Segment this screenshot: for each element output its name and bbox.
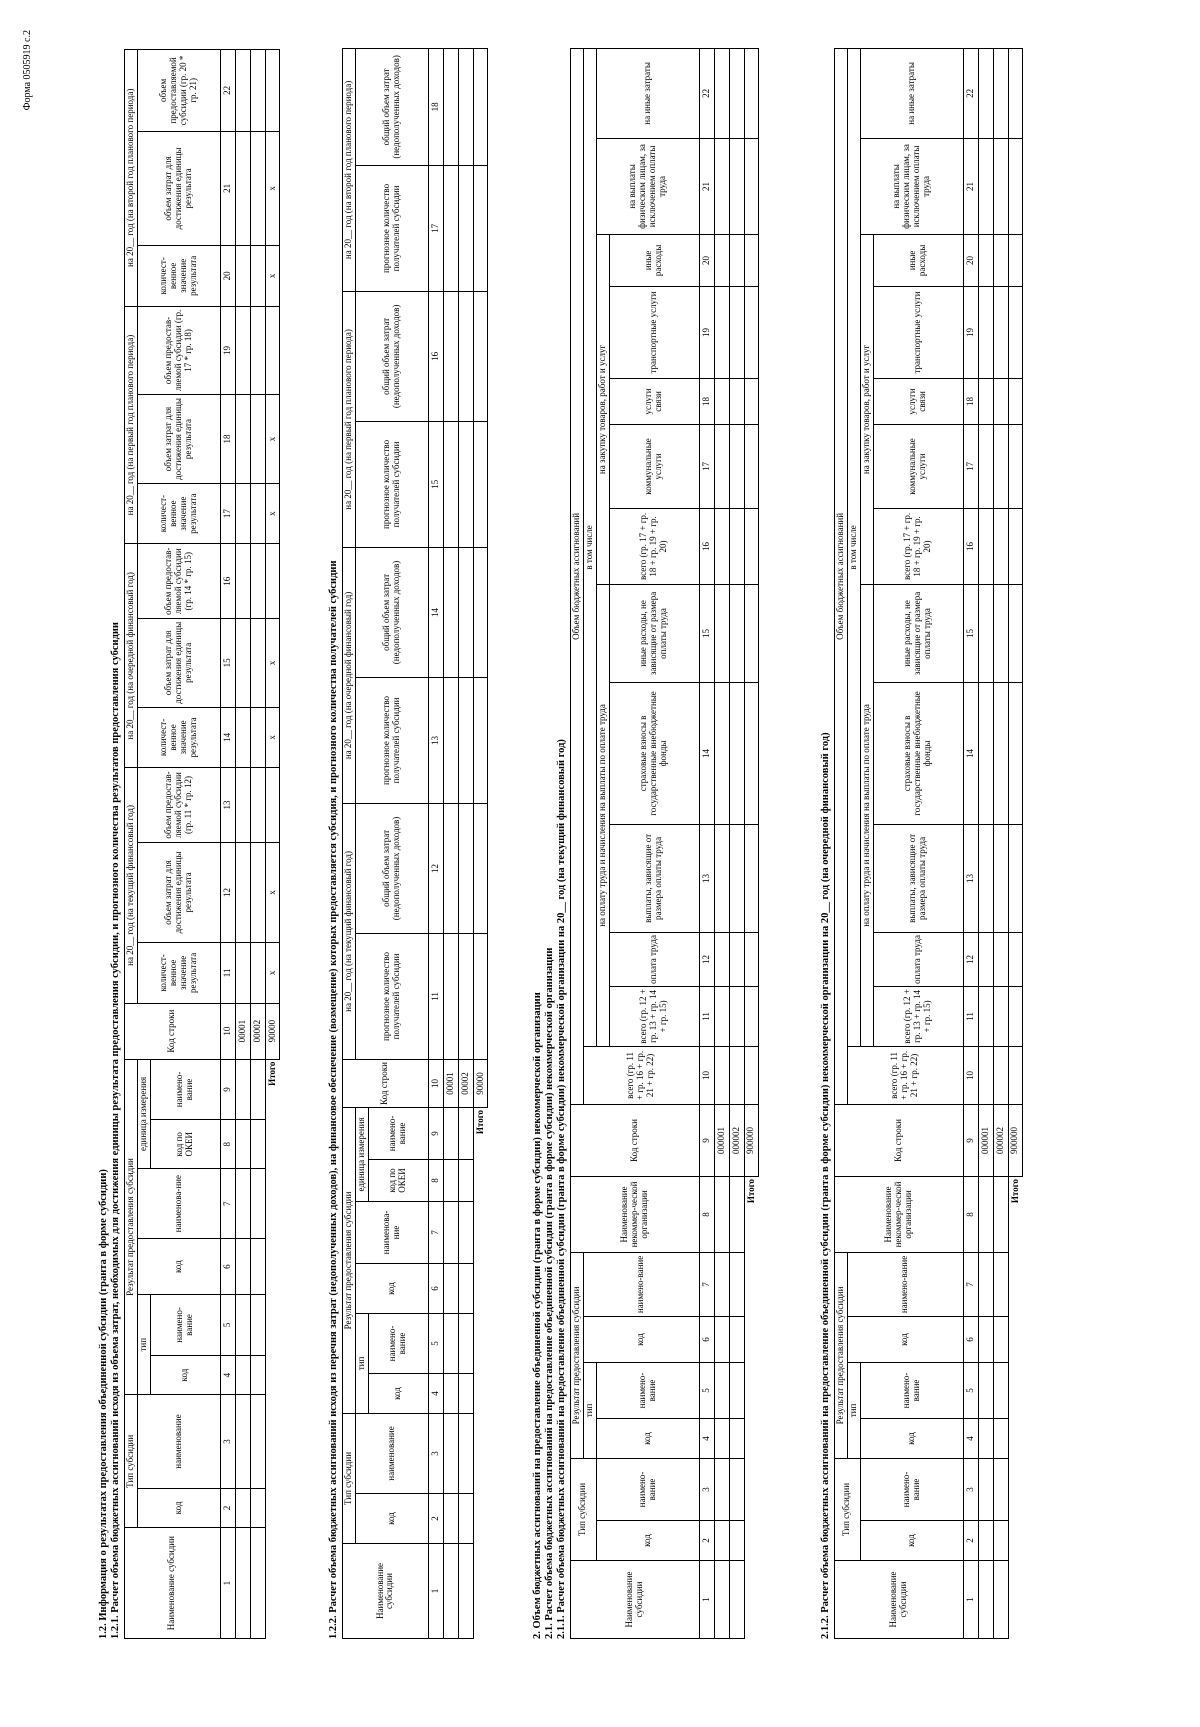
x-mark: x: [265, 707, 280, 768]
col-num: 15: [963, 584, 978, 682]
col-num: 4: [963, 1418, 978, 1458]
row-code: 00002: [250, 1003, 265, 1059]
hdr-vol-c: объем предостав-ляемой субсидии (гр. 17 * гр. 18): [137, 306, 220, 395]
hdr-type-code: код: [150, 1355, 220, 1395]
col-num: 3: [699, 1458, 714, 1520]
total-row: [744, 48, 759, 1638]
col-num: 8: [699, 1176, 714, 1252]
hdr-total: всего (гр. 11 + гр. 16 + гр. 21 + гр. 22): [583, 1046, 699, 1104]
hdr-labor: на оплату труда и начисления на выплаты по оплате труда: [596, 584, 609, 1046]
table-1-2-2: [342, 49, 488, 1639]
hdr-other-costs: на иные затраты: [596, 48, 699, 138]
hdr-name: наимено-вание: [596, 1458, 699, 1520]
col-num: 18: [699, 378, 714, 424]
hdr-other-costs: на иные затраты: [860, 48, 963, 138]
row-code: 00002: [458, 1059, 473, 1107]
hdr-result-code: код: [355, 1263, 428, 1313]
hdr-purchase-total: всего (гр. 17 + гр. 18 + гр. 19 + гр. 20): [609, 508, 699, 584]
hdr-forecast: прогнозное количество получателей субсидии: [355, 677, 428, 803]
col-num: 21: [699, 138, 714, 234]
hdr-insurance: страховые взносы в государственные внебюджетные фонды: [873, 682, 963, 824]
hdr-result: Результат предоставления субсидии: [571, 1252, 584, 1458]
hdr-purchase: на закупку товаров, работ и услуг: [596, 234, 609, 584]
section-1-2-title: 1.2. Информация о результатах предоставления объединенной субсидии (гранта в форме субсидии): [98, 1169, 109, 1639]
col-num: 3: [220, 1395, 235, 1488]
col-num: 11: [220, 943, 235, 1004]
hdr-year-plan-1: на 20__ год (на первый год планового периода): [343, 291, 356, 547]
hdr-type-code: код: [860, 1418, 963, 1458]
table-2-1-2: [834, 49, 1023, 1639]
col-num: 15: [428, 421, 443, 547]
hdr-name-subsidy: Наименование субсидии: [343, 1544, 429, 1639]
hdr-communal: коммунальные услуги: [609, 424, 699, 508]
table-row: [458, 48, 473, 1638]
hdr-line-code: Код строки: [343, 1059, 429, 1107]
col-num: 20: [699, 234, 714, 286]
col-num: 3: [428, 1413, 443, 1493]
hdr-code: код: [355, 1494, 428, 1544]
col-num: 13: [220, 768, 235, 843]
col-num: 5: [428, 1313, 443, 1373]
row-code: 000002: [993, 1104, 1008, 1176]
hdr-total-cost: общий объем затрат (недополученных доходов): [355, 547, 428, 677]
row-code: 000001: [978, 1104, 993, 1176]
hdr-line-code: Код строки: [835, 1104, 964, 1176]
hdr-name-subsidy: Наименование субсидии: [125, 1528, 221, 1639]
hdr-year-next: на 20__ год (на очередной финансовый год): [125, 544, 138, 768]
hdr-name: наимено-вание: [860, 1458, 963, 1520]
hdr-result: Результат предоставления субсидии: [835, 1252, 848, 1458]
hdr-type: тип: [355, 1313, 368, 1413]
table-row: [729, 48, 744, 1638]
col-num: 13: [699, 824, 714, 932]
total-row: [1008, 48, 1023, 1638]
hdr-other: иные расходы: [873, 234, 963, 286]
hdr-result-name: наименова-ние: [355, 1201, 428, 1263]
hdr-type-subsidy: Тип субсидии: [343, 1413, 356, 1543]
row-code: 00001: [235, 1003, 250, 1059]
section-2-1-title: 2.1. Расчет объема бюджетных ассигнований на предоставление объединенной субсидии (гранта в форме субсидии) некоммерческой организации: [544, 947, 555, 1639]
col-num: 16: [963, 508, 978, 584]
hdr-qty-a: количест-венное значение результата: [137, 943, 220, 1004]
hdr-year-next: на 20__ год (на очередной финансовый год): [343, 547, 356, 803]
hdr-incl: в том числе: [847, 48, 860, 1046]
hdr-nko: Наименование некоммер-ческой организации: [835, 1176, 964, 1252]
table-row: [443, 48, 458, 1638]
col-num: 20: [220, 246, 235, 307]
col-num: 10: [699, 1046, 714, 1104]
section-2-title: 2. Объем бюджетных ассигнований на предоставление объединенной субсидии (гранта в форме субсидии) некоммерческой организации: [532, 992, 543, 1639]
x-mark: x: [265, 842, 280, 942]
col-num: 18: [220, 395, 235, 484]
x-mark: x: [265, 395, 280, 484]
col-num: 7: [963, 1252, 978, 1316]
hdr-name-subsidy: Наименование субсидии: [835, 1561, 964, 1639]
col-num: 12: [699, 932, 714, 986]
row-code: 00001: [443, 1059, 458, 1107]
hdr-comm: услуги связи: [609, 378, 699, 424]
col-num: 17: [428, 165, 443, 291]
hdr-transport: транспортные услуги: [873, 286, 963, 378]
hdr-nko: Наименование некоммер-ческой организации: [571, 1176, 700, 1252]
section-2-1-2-title: 2.1.2. Расчет объема бюджетных ассигнований на предоставление объединенной субсидии (гранта в форме субсидии) некоммерческой организации на 20__ год (на очередной финансовый год): [820, 732, 831, 1639]
hdr-phys: на выплаты физическим лицам, за исключением оплаты труда: [596, 138, 699, 234]
col-num: 8: [220, 1120, 235, 1169]
hdr-total-cost: общий объем затрат (недополученных доходов): [355, 48, 428, 165]
col-num: 9: [220, 1059, 235, 1120]
form-code: Форма 0505919 с.2: [22, 30, 33, 111]
hdr-type-name: наимено-вание: [596, 1362, 699, 1418]
col-num: 21: [220, 131, 235, 245]
col-num: 19: [963, 286, 978, 378]
hdr-labor-total: всего (гр. 12 + гр. 13 + гр. 14 + гр. 15): [609, 986, 699, 1046]
col-num: 13: [963, 824, 978, 932]
col-num: 13: [428, 677, 443, 803]
col-num: 6: [963, 1316, 978, 1362]
col-num: 10: [963, 1046, 978, 1104]
col-num: 17: [963, 424, 978, 508]
col-num: 12: [963, 932, 978, 986]
hdr-comm: услуги связи: [873, 378, 963, 424]
hdr-code: код: [137, 1488, 220, 1528]
x-mark: x: [265, 131, 280, 245]
hdr-transport: транспортные услуги: [609, 286, 699, 378]
table-row: [235, 50, 250, 1639]
col-num: 16: [699, 508, 714, 584]
hdr-vol-a: объем предостав-ляемой субсидии (гр. 11 * гр. 12): [137, 768, 220, 843]
col-num: 6: [699, 1316, 714, 1362]
total-row: [265, 50, 280, 1639]
hdr-year-plan-1: на 20__ год (на первый год планового периода): [125, 306, 138, 544]
col-num: 21: [963, 138, 978, 234]
col-num: 12: [428, 803, 443, 933]
hdr-qty-b: количест-венное значение результата: [137, 707, 220, 768]
hdr-year-plan-2: на 20__ год (на второй год планового периода): [343, 48, 356, 291]
hdr-purchase-total: всего (гр. 17 + гр. 18 + гр. 19 + гр. 20): [873, 508, 963, 584]
total-label: Итого: [266, 1061, 277, 1086]
hdr-other: иные расходы: [609, 234, 699, 286]
hdr-forecast: прогнозное количество получателей субсидии: [355, 165, 428, 291]
col-num: 16: [220, 544, 235, 619]
col-num: 14: [699, 682, 714, 824]
col-num: 2: [220, 1488, 235, 1528]
hdr-labor-total: всего (гр. 12 + гр. 13 + гр. 14 + гр. 15): [873, 986, 963, 1046]
hdr-unit: единица измерения: [137, 1059, 150, 1169]
col-num: 2: [963, 1521, 978, 1561]
col-num: 22: [699, 48, 714, 138]
col-num: 7: [699, 1252, 714, 1316]
hdr-type-subsidy: Тип субсидии: [835, 1458, 861, 1560]
col-num: 11: [699, 986, 714, 1046]
hdr-result-code: код: [583, 1316, 699, 1362]
hdr-phys: на выплаты физическим лицам, за исключением оплаты труда: [860, 138, 963, 234]
section-1-2-2-title: 1.2.2. Расчет объема бюджетных ассигнований исходя из перечня затрат (недополученных доходов), на финансовое обеспечение (возмещение) которых предоставляется субсидия, и прогнозного количества получателей субсидии: [328, 560, 339, 1639]
total-label: Итого: [745, 1178, 756, 1204]
hdr-type-name: наимено-вание: [860, 1362, 963, 1418]
hdr-type-subsidy: Тип субсидии: [571, 1458, 597, 1560]
col-num: 15: [220, 619, 235, 708]
hdr-type-code: код: [596, 1418, 699, 1458]
table-row: [993, 48, 1008, 1638]
hdr-result: Результат предоставления субсидии: [125, 1059, 138, 1395]
total-code: 90000: [265, 1003, 280, 1059]
col-num: 20: [963, 234, 978, 286]
col-num: 15: [699, 584, 714, 682]
col-num: 6: [428, 1263, 443, 1313]
col-num: 1: [699, 1561, 714, 1639]
hdr-total-cost: общий объем затрат (недополученных доходов): [355, 803, 428, 933]
col-num: 19: [699, 286, 714, 378]
hdr-vol-d: объем предоставляемой субсидии (гр. 20 * гр. 21): [137, 50, 220, 132]
table-2-1-1: [570, 49, 759, 1639]
col-num: 17: [699, 424, 714, 508]
table-row: [250, 50, 265, 1639]
col-num: 3: [963, 1458, 978, 1520]
col-num: 22: [220, 50, 235, 132]
x-mark: x: [265, 943, 280, 1004]
col-num: 12: [220, 842, 235, 942]
total-label: Итого: [1009, 1178, 1020, 1204]
hdr-type: тип: [137, 1295, 150, 1395]
col-num: 17: [220, 483, 235, 544]
col-num: 11: [963, 986, 978, 1046]
hdr-cost-a: объем затрат для достижения единицы результата: [137, 842, 220, 942]
hdr-communal: коммунальные услуги: [873, 424, 963, 508]
hdr-year-current: на 20__ год (на текущий финансовый год): [343, 803, 356, 1059]
table-row: [714, 48, 729, 1638]
hdr-name: наименование: [355, 1413, 428, 1493]
hdr-type-code: код: [368, 1373, 428, 1413]
hdr-cost-b: объем затрат для достижения единицы результата: [137, 619, 220, 708]
hdr-okei: код по ОКЕИ: [150, 1120, 220, 1169]
x-mark: x: [265, 619, 280, 708]
col-num: 8: [963, 1176, 978, 1252]
hdr-line-code: Код строки: [125, 1003, 221, 1059]
col-num: 14: [428, 547, 443, 677]
col-num: 10: [428, 1059, 443, 1107]
section-2-1-1-title: 2.1.1. Расчет объема бюджетных ассигнований на предоставление объединенной субсидии (гранта в форме субсидии) некоммерческой организации на 20__ год (на текущий финансовый год): [556, 739, 567, 1639]
col-num: 22: [963, 48, 978, 138]
col-num: 11: [428, 933, 443, 1059]
hdr-pay-dep: выплаты, зависящие от размера оплаты труда: [873, 824, 963, 932]
col-num: 14: [220, 707, 235, 768]
x-mark: x: [265, 483, 280, 544]
table-1-2-1: [124, 49, 280, 1639]
hdr-year-plan-2: на 20__ год (на второй год планового периода): [125, 50, 138, 307]
col-num: 9: [428, 1107, 443, 1159]
hdr-vol-b: объем предостав-ляемой субсидии (гр. 14 * гр. 15): [137, 544, 220, 619]
hdr-result: Результат предоставления субсидии: [343, 1107, 356, 1413]
hdr-result-name: наимено-вание: [847, 1252, 963, 1316]
total-code: 90000: [473, 1059, 488, 1107]
hdr-other-pay: иные расходы, не зависящие от размера оплаты труда: [609, 584, 699, 682]
total-code: 900000: [1008, 1104, 1023, 1176]
col-num: 10: [220, 1003, 235, 1059]
col-num: 4: [699, 1418, 714, 1458]
hdr-other-pay: иные расходы, не зависящие от размера оплаты труда: [873, 584, 963, 682]
col-num: 2: [699, 1521, 714, 1561]
hdr-code: код: [596, 1521, 699, 1561]
col-num: 7: [220, 1169, 235, 1239]
hdr-volume: Объем бюджетных ассигнований: [571, 48, 584, 1104]
hdr-total: всего (гр. 11 + гр. 16 + гр. 21 + гр. 22): [847, 1046, 963, 1104]
col-num: 1: [963, 1561, 978, 1639]
hdr-year-current: на 20__ год (на текущий финансовый год): [125, 768, 138, 1003]
col-num: 18: [428, 48, 443, 165]
col-num: 1: [428, 1544, 443, 1639]
section-1-2-1-title: 1.2.1. Расчет объема бюджетных ассигнований исходя из объема затрат, необходимых для достижения единицы результата предоставления субсидии, и прогнозного количества результатов предоставления субсидии: [110, 622, 121, 1639]
hdr-unit-name: наимено-вание: [368, 1107, 428, 1159]
hdr-code: код: [860, 1521, 963, 1561]
total-code: 900000: [744, 1104, 759, 1176]
hdr-pay: оплата труда: [873, 932, 963, 986]
col-num: 18: [963, 378, 978, 424]
total-row: [473, 48, 488, 1638]
col-num: 16: [428, 291, 443, 421]
hdr-unit: единица измерения: [355, 1107, 368, 1201]
hdr-line-code: Код строки: [571, 1104, 700, 1176]
col-num: 4: [428, 1373, 443, 1413]
hdr-type: тип: [847, 1362, 860, 1458]
hdr-forecast: прогнозное количество получателей субсидии: [355, 421, 428, 547]
hdr-result-code: код: [137, 1239, 220, 1295]
hdr-pay: оплата труда: [609, 932, 699, 986]
col-num: 9: [963, 1104, 978, 1176]
hdr-forecast: прогнозное количество получателей субсидии: [355, 933, 428, 1059]
col-num: 7: [428, 1201, 443, 1263]
col-num: 5: [220, 1295, 235, 1356]
table-row: [978, 48, 993, 1638]
col-num: 9: [699, 1104, 714, 1176]
col-num: 2: [428, 1494, 443, 1544]
hdr-type-name: наимено-вание: [368, 1313, 428, 1373]
hdr-type-name: наимено-вание: [150, 1295, 220, 1356]
row-code: 000002: [729, 1104, 744, 1176]
hdr-total-cost: общий объем затрат (недополученных доходов): [355, 291, 428, 421]
col-num: 5: [963, 1362, 978, 1418]
hdr-insurance: страховые взносы в государственные внебюджетные фонды: [609, 682, 699, 824]
total-label: Итого: [474, 1109, 485, 1135]
hdr-pay-dep: выплаты, зависящие от размера оплаты труда: [609, 824, 699, 932]
col-num: 19: [220, 306, 235, 395]
col-num: 5: [699, 1362, 714, 1418]
hdr-qty-c: количест-венное значение результата: [137, 483, 220, 544]
col-num: 1: [220, 1528, 235, 1639]
hdr-name-subsidy: Наименование субсидии: [571, 1561, 700, 1639]
row-code: 000001: [714, 1104, 729, 1176]
x-mark: x: [265, 246, 280, 307]
col-num: 8: [428, 1159, 443, 1201]
hdr-volume: Объем бюджетных ассигнований: [835, 48, 848, 1104]
hdr-type: тип: [583, 1362, 596, 1458]
hdr-labor: на оплату труда и начисления на выплаты по оплате труда: [860, 584, 873, 1046]
col-num: 4: [220, 1355, 235, 1395]
col-num: 14: [963, 682, 978, 824]
hdr-incl: в том числе: [583, 48, 596, 1046]
hdr-cost-c: объем затрат для достижения единицы результата: [137, 395, 220, 484]
col-num: 6: [220, 1239, 235, 1295]
hdr-result-code: код: [847, 1316, 963, 1362]
hdr-okei: код по ОКЕИ: [368, 1159, 428, 1201]
hdr-result-name: наимено-вание: [583, 1252, 699, 1316]
hdr-result-name: наименова-ние: [137, 1169, 220, 1239]
hdr-unit-name: наимено-вание: [150, 1059, 220, 1120]
hdr-cost-d: объем затрат для достижения единицы результата: [137, 131, 220, 245]
hdr-qty-d: количест-венное значение результата: [137, 246, 220, 307]
hdr-name: наименование: [137, 1395, 220, 1488]
hdr-type-subsidy: Тип субсидии: [125, 1395, 138, 1528]
hdr-purchase: на закупку товаров, работ и услуг: [860, 234, 873, 584]
